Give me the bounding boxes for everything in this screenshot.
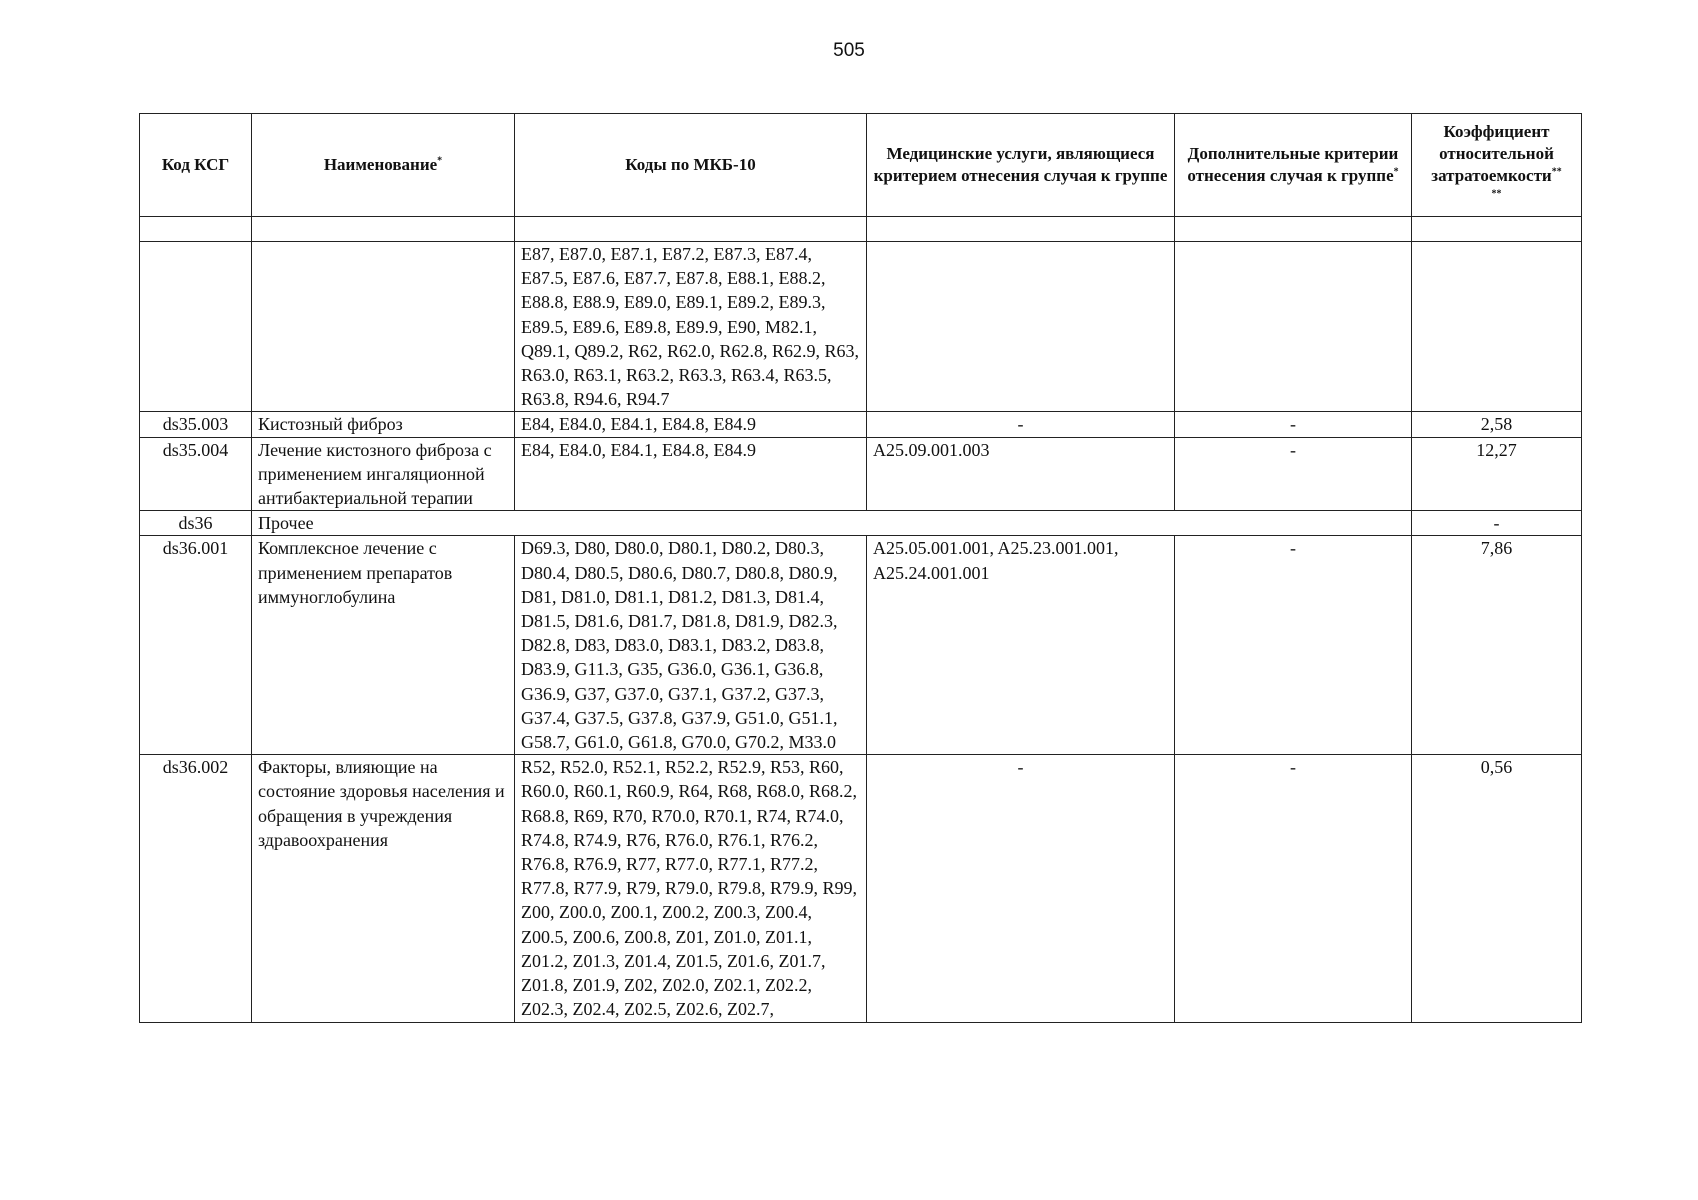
group-row xyxy=(140,511,1582,536)
cell-mkb: E84, E84.0, E84.1, E84.8, E84.9 xyxy=(515,412,867,437)
table-row xyxy=(140,755,1582,1022)
cell-coef: 12,27 xyxy=(1412,437,1582,511)
cell-services xyxy=(867,242,1175,412)
cell-name xyxy=(252,242,515,412)
cell-additional: - xyxy=(1175,755,1412,1022)
cell-coef: 7,86 xyxy=(1412,536,1582,755)
cell-name: Кистозный фиброз xyxy=(252,412,515,437)
cell-coef: - xyxy=(1412,511,1582,536)
cell-additional: - xyxy=(1175,412,1412,437)
cell-mkb: R52, R52.0, R52.1, R52.2, R52.9, R53, R60, R60.0, R60.1, R60.9, R64, R68, R68.0, R68.2, R68.8, R69, R70, R70.0, R70.1, R74, R74.0, R74.8, R74.9, R76, R76.0, R76.1, R76.2, R76.8, R76.9, R77, R77.0, R77.1, R77.2, R77.8, R77.9, R79, R79.0, R79.8, R79.9, R99, Z00, Z00.0, Z00.1, Z00.2, Z00.3, Z00.4, Z00.5, Z00.6, Z00.8, Z01, Z01.0, Z01.1, Z01.2, Z01.3, Z01.4, Z01.5, Z01.6, Z01.7, Z01.8, Z01.9, Z02, Z02.0, Z02.1, Z02.2, Z02.3, Z02.4, Z02.5, Z02.6, Z02.7, xyxy=(515,755,867,1022)
page-number: 505 xyxy=(833,40,865,61)
cell-mkb: E87, E87.0, E87.1, E87.2, E87.3, E87.4, E87.5, E87.6, E87.7, E87.8, E88.1, E88.2, E88.8, E88.9, E89.0, E89.1, E89.2, E89.3, E89.5, E89.6, E89.8, E89.9, E90, M82.1, Q89.1, Q89.2, R62, R62.0, R62.8, R62.9, R63, R63.0, R63.1, R63.2, R63.3, R63.4, R63.5, R63.8, R94.6, R94.7 xyxy=(515,242,867,412)
cell-coef xyxy=(1412,242,1582,412)
cell-additional xyxy=(1175,242,1412,412)
header-mkb: Коды по МКБ-10 xyxy=(515,114,867,217)
cell-additional: - xyxy=(1175,437,1412,511)
table-row xyxy=(140,412,1582,437)
header-name: Наименование* xyxy=(252,114,515,217)
cell-name: Комплексное лечение с применением препаратов иммуноглобулина xyxy=(252,536,515,755)
cell-services: - xyxy=(867,412,1175,437)
cell-name: Лечение кистозного фиброза с применением ингаляционной антибактериальной терапии xyxy=(252,437,515,511)
cell-services: - xyxy=(867,755,1175,1022)
header-additional: Дополнительные критерии отнесения случая к группе* xyxy=(1175,114,1412,217)
cell-code: ds36 xyxy=(140,511,252,536)
ksg-table xyxy=(139,113,1582,1023)
table-row xyxy=(140,242,1582,412)
cell-coef: 2,58 xyxy=(1412,412,1582,437)
cell-code: ds35.003 xyxy=(140,412,252,437)
spacer-row xyxy=(140,217,1582,242)
header-code: Код КСГ xyxy=(140,114,252,217)
table-header-row xyxy=(140,114,1582,217)
cell-additional: - xyxy=(1175,536,1412,755)
cell-services: A25.09.001.003 xyxy=(867,437,1175,511)
cell-name: Прочее xyxy=(252,511,1412,536)
cell-code: ds36.001 xyxy=(140,536,252,755)
cell-code xyxy=(140,242,252,412)
table-row xyxy=(140,437,1582,511)
table-row xyxy=(140,536,1582,755)
header-services: Медицинские услуги, являющиеся критерием отнесения случая к группе xyxy=(867,114,1175,217)
cell-coef: 0,56 xyxy=(1412,755,1582,1022)
cell-code: ds35.004 xyxy=(140,437,252,511)
cell-services: A25.05.001.001, A25.23.001.001, A25.24.001.001 xyxy=(867,536,1175,755)
cell-name: Факторы, влияющие на состояние здоровья населения и обращения в учреждения здравоохранения xyxy=(252,755,515,1022)
cell-code: ds36.002 xyxy=(140,755,252,1022)
cell-mkb: E84, E84.0, E84.1, E84.8, E84.9 xyxy=(515,437,867,511)
cell-mkb: D69.3, D80, D80.0, D80.1, D80.2, D80.3, D80.4, D80.5, D80.6, D80.7, D80.8, D80.9, D81, D81.0, D81.1, D81.2, D81.3, D81.4, D81.5, D81.6, D81.7, D81.8, D81.9, D82.3, D82.8, D83, D83.0, D83.1, D83.2, D83.8, D83.9, G11.3, G35, G36.0, G36.1, G36.8, G36.9, G37, G37.0, G37.1, G37.2, G37.3, G37.4, G37.5, G37.8, G37.9, G51.0, G51.1, G58.7, G61.0, G61.8, G70.0, G70.2, M33.0 xyxy=(515,536,867,755)
header-coef: Коэффициент относительной затратоемкости** ** xyxy=(1412,114,1582,217)
